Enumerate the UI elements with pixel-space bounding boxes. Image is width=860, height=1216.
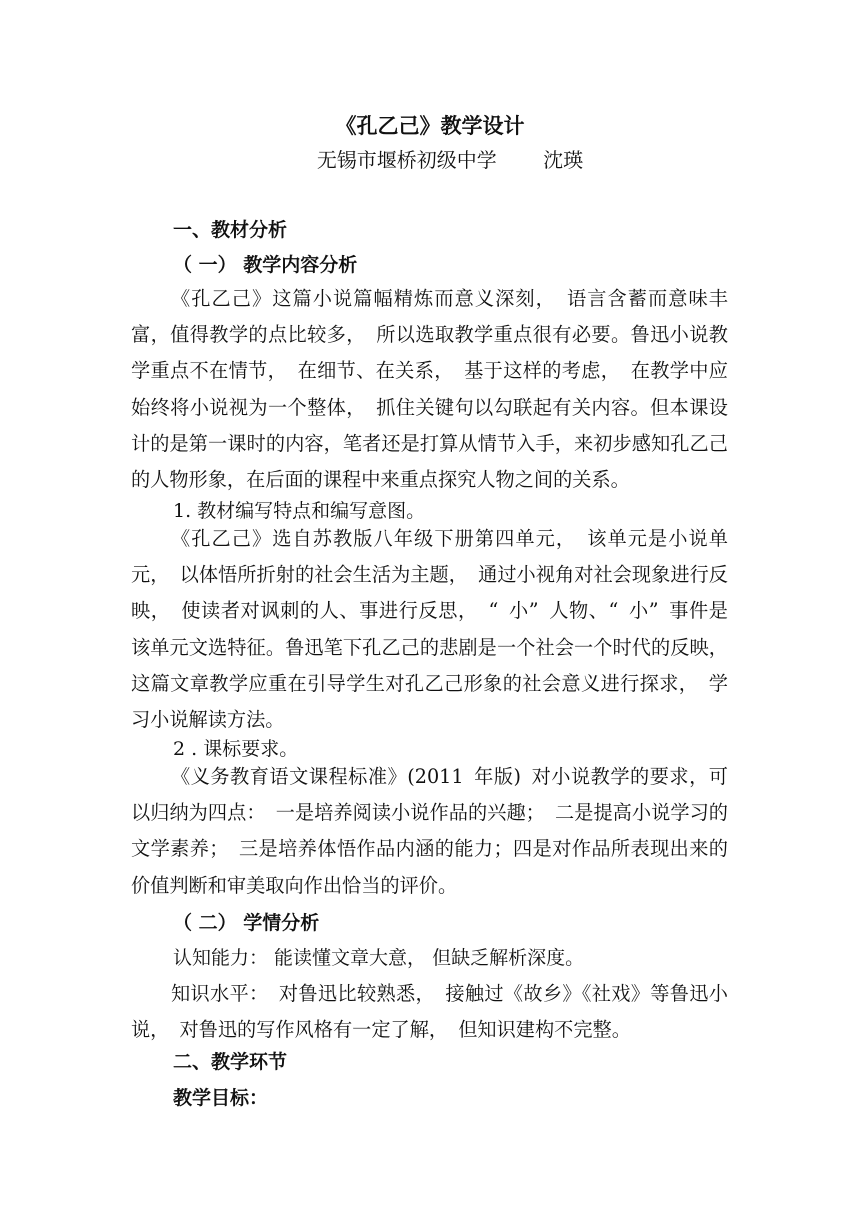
subsection-heading-2: （ 二） 学情分析 (173, 912, 320, 934)
author-line: 无锡市堰桥初级中学 沈瑛 (316, 148, 584, 172)
list-item-1: 1. 教材编写特点和编写意图。 (173, 500, 426, 522)
teaching-goals-heading: 教学目标： (173, 1087, 269, 1109)
section-heading-2: 二、教学环节 (173, 1051, 288, 1073)
cognitive-ability-line: 认知能力： 能读懂文章大意， 但缺乏解析深度。 (173, 947, 585, 969)
paragraph-unit-features: 《孔乙己》选自苏教版八年级下册第四单元， 该单元是小说单元， 以体悟所折射的社会生活为主题， 通过小视角对社会现象进行反映， 使读者对讽刺的人、事进行反思， “ 小” 人物、“ 小” 事件是该单元文选特征。鲁迅笔下孔乙己的悲剧是一个社会一个时代的反映， 这篇文章教学应重在引导学生对孔乙己形象的社会意义进行探求， 学习小说解读方法。 (131, 527, 728, 732)
paragraph-content-analysis: 《孔乙己》这篇小说篇幅精炼而意义深刻， 语言含蓄而意味丰富，值得教学的点比较多， 所以选取教学重点很有必要。鲁迅小说教学重点不在情节， 在细节、在关系， 基于这样的考虑， 在教学中应始终将小说视为一个整体， 抓住关键句以勾联起有关内容。但本课设计的是第一课时的内容，笔者还是打算从情节入手，来初步感知孔乙己的人物形象，在后面的课程中来重点探究人物之间的关系。 (131, 287, 728, 492)
list-item-2: 2 . 课标要求。 (173, 738, 299, 760)
paragraph-knowledge-level: 知识水平： 对鲁迅比较熟悉， 接触过《故乡》《社戏》等鲁迅小说， 对鲁迅的写作风格有一定了解， 但知识建构不完整。 (131, 982, 728, 1042)
document-title: 《孔乙己》教学设计 (335, 114, 525, 138)
section-heading-1: 一、教材分析 (173, 219, 288, 241)
subsection-heading-1: （ 一） 教学内容分析 (173, 254, 358, 276)
paragraph-curriculum-standard: 《义务教育语文课程标准》(2011 年版) 对小说教学的要求，可以归纳为四点： 一是培养阅读小说作品的兴趣； 二是提高小说学习的文学素养； 三是培养体悟作品内涵的能力；四是对作品所表现出来的价值判断和审美取向作出恰当的评价。 (131, 765, 728, 897)
